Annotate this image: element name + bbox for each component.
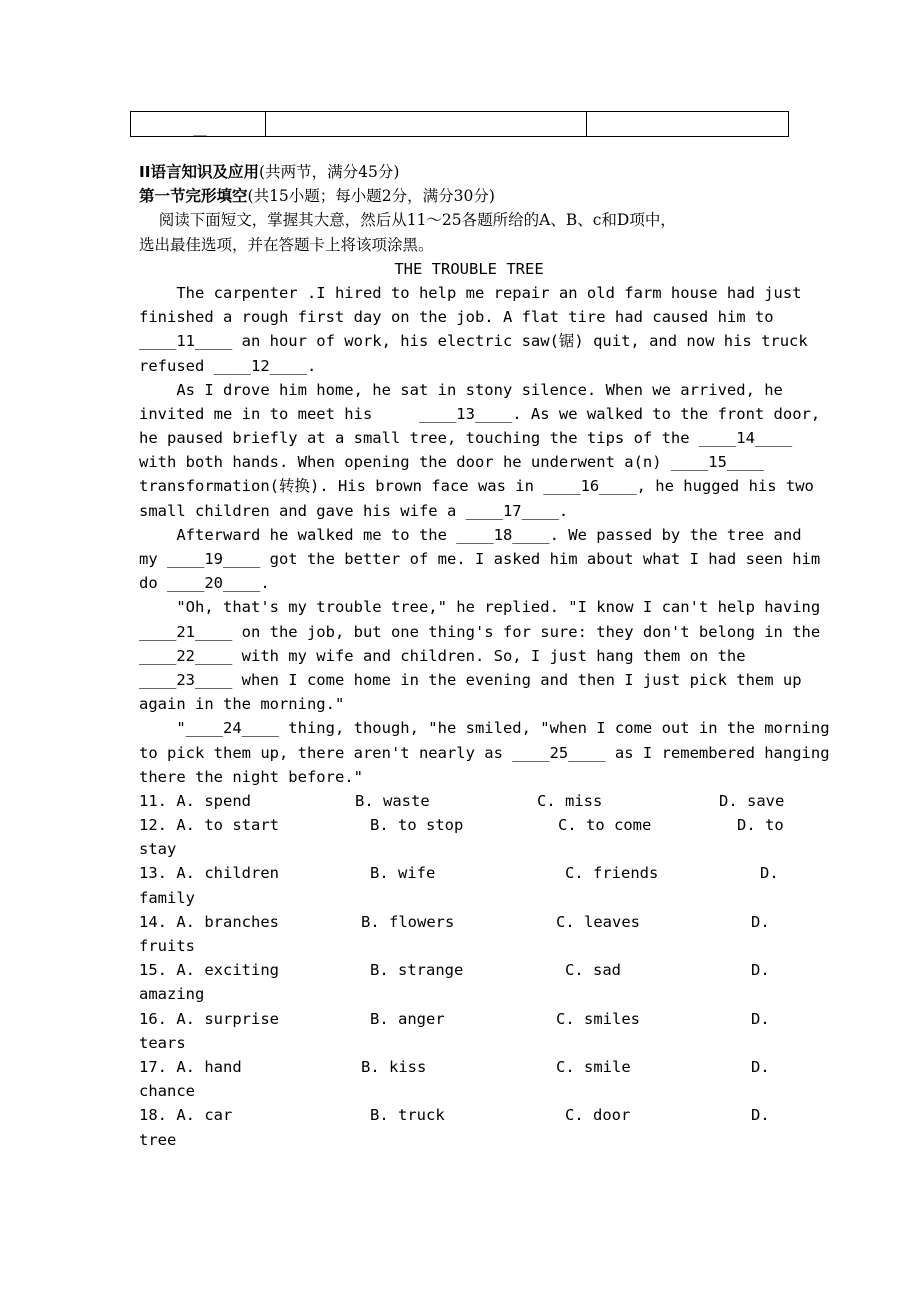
instruction-line-2: 选出最佳选项，并在答题卡上将该项涂黑。	[139, 235, 434, 254]
passage-line: ____11____ an hour of work, his electric saw(锯) quit, and now his truck	[139, 332, 808, 351]
subsection-heading-title: 第一节完形填空	[139, 187, 248, 206]
answer-table	[130, 111, 789, 137]
passage-line: my ____19____ got the better of me. I asked him about what I had seen him	[139, 550, 821, 568]
answer-table-cell-1: __	[131, 112, 266, 137]
option-d-wrap: stay	[139, 840, 177, 859]
option-d-wrap: fruits	[139, 937, 195, 955]
passage-line: "____24____ thing, though, "he smiled, "when I come out in the morning	[139, 719, 830, 738]
question-13	[139, 861, 829, 885]
passage-line: there the night before."	[139, 767, 363, 786]
passage-line: Afterward he walked me to the ____18____. We passed by the tree and	[139, 525, 802, 544]
option-b: B. anger	[370, 1009, 445, 1028]
passage-line: ____23____ when I come home in the evening and then I just pick them up	[139, 670, 802, 689]
passage-line: transformation(转换). His brown face was in ____16____, he hugged his two	[139, 477, 814, 496]
option-d-wrap: tears	[139, 1033, 186, 1052]
passage-line: invited me in to meet his ____13____. As we walked to the front door,	[139, 404, 821, 423]
section-heading	[139, 160, 829, 184]
option-b: B. waste	[355, 791, 430, 810]
section-heading-score: (共两节，满分45分)	[259, 163, 400, 181]
option-a: 15. A. exciting	[139, 961, 279, 980]
option-a: 14. A. branches	[139, 912, 279, 931]
option-c: C. to come	[558, 816, 652, 835]
passage-line: ____22____ with my wife and children. So, I just hang them on the	[139, 646, 746, 665]
option-a: 18. A. car	[139, 1106, 233, 1125]
option-c: C. smile	[556, 1057, 631, 1076]
passage-line: he paused briefly at a small tree, touching the tips of the ____14____	[139, 429, 793, 448]
question-12	[139, 813, 829, 837]
option-c: C. friends	[565, 864, 659, 883]
option-a: 17. A. hand	[139, 1057, 242, 1076]
passage-line: "Oh, that's my trouble tree," he replied. "I know I can't help having	[139, 598, 821, 617]
question-17	[139, 1055, 829, 1079]
option-a: 16. A. surprise	[139, 1009, 279, 1028]
option-d: D.	[751, 912, 770, 931]
option-c: C. smiles	[556, 1009, 640, 1028]
option-b: B. wife	[370, 864, 436, 883]
passage-line: finished a rough first day on the job. A flat tire had caused him to	[139, 308, 774, 327]
passage-line: with both hands. When opening the door he underwent a(n) ____15____	[139, 453, 765, 472]
option-c: C. leaves	[556, 912, 640, 931]
passage-line: do ____20____.	[139, 574, 270, 593]
answer-table-cell-3	[587, 112, 789, 137]
question-18	[139, 1103, 829, 1127]
option-d-wrap: tree	[139, 1130, 177, 1149]
option-b: B. to stop	[370, 816, 464, 835]
option-b: B. truck	[370, 1106, 445, 1125]
passage-line: refused ____12____.	[139, 356, 317, 375]
passage-line: ____21____ on the job, but one thing's for sure: they don't belong in the	[139, 622, 821, 641]
option-d: D.	[751, 961, 770, 980]
option-d: D.	[751, 1009, 770, 1028]
question-list	[139, 789, 829, 1152]
section-heading-title: II语言知识及应用	[139, 163, 260, 181]
option-d: D.	[760, 864, 779, 883]
option-a: 13. A. children	[139, 864, 279, 883]
passage-line: again in the morning."	[139, 695, 345, 714]
document-body	[139, 160, 829, 1152]
option-b: B. kiss	[361, 1057, 427, 1076]
question-14	[139, 910, 829, 934]
passage-line: As I drove him home, he sat in stony silence. When we arrived, he	[139, 380, 783, 399]
passage-line: to pick them up, there aren't nearly as ____25____ as I remembered hanging	[139, 743, 830, 762]
question-11	[139, 789, 829, 813]
subsection-heading	[139, 184, 829, 208]
option-d: D. to	[737, 816, 784, 835]
option-d-wrap: chance	[139, 1082, 195, 1101]
subsection-heading-score: (共15小题；每小题2分，满分30分)	[247, 187, 495, 206]
option-b: B. flowers	[361, 912, 455, 931]
instruction-line-1: 阅读下面短文，掌握其大意，然后从11～25各题所给的A、B、c和D项中，	[139, 211, 676, 230]
passage-title: THE TROUBLE TREE	[394, 259, 544, 278]
option-a: 12. A. to start	[139, 816, 279, 835]
passage-text	[139, 281, 829, 789]
option-d: D.	[751, 1057, 770, 1076]
option-c: C. sad	[565, 961, 621, 980]
question-16	[139, 1007, 829, 1031]
option-d-wrap: family	[139, 888, 195, 907]
option-c: C. door	[565, 1106, 631, 1125]
option-d: D.	[751, 1106, 770, 1125]
question-15	[139, 958, 829, 982]
option-b: B. strange	[370, 961, 464, 980]
option-a: 11. A. spend	[139, 791, 251, 810]
option-d: D. save	[719, 791, 785, 810]
option-c: C. miss	[537, 791, 603, 810]
passage-line: small children and gave his wife a ____17____.	[139, 501, 569, 520]
passage-line: The carpenter .I hired to help me repair an old farm house had just	[139, 283, 802, 302]
option-d-wrap: amazing	[139, 985, 205, 1004]
answer-table-cell-2	[266, 112, 587, 137]
